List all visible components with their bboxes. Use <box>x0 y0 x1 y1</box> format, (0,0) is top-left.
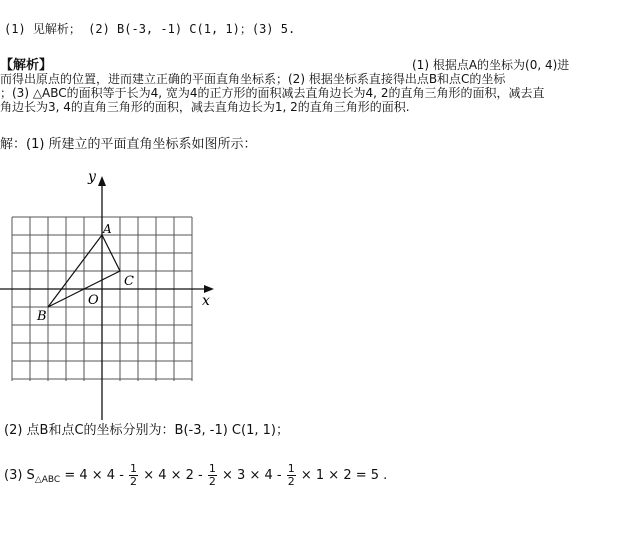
analysis-line-2: 而得出原点的位置，进而建立正确的平面直角坐标系；(2) 根据坐标系直接得出点B和点C的坐标 <box>0 72 506 86</box>
fraction-2-num: 1 <box>208 462 216 475</box>
formula-term-4: × 1 × 2 = 5 . <box>300 468 388 483</box>
x-axis-label: x <box>202 293 210 309</box>
part2-text: (2) 点B和点C的坐标分别为：B(-3, -1) C(1, 1)； <box>4 423 289 438</box>
fraction-1-num: 1 <box>130 462 138 475</box>
fraction-3 <box>287 463 296 488</box>
part3-formula <box>4 463 387 488</box>
y-axis-label: y <box>88 169 96 185</box>
fraction-1-den: 2 <box>130 475 138 488</box>
answer-line: (1) 见解析； (2) B(-3, -1) C(1, 1)；(3) 5. <box>4 22 296 36</box>
formula-prefix: (3) S <box>4 468 35 483</box>
solution-intro: 解：(1) 所建立的平面直角坐标系如图所示： <box>0 137 257 152</box>
analysis-line-4: 角边长为3, 4的直角三角形的面积，减去直角边长为1, 2的直角三角形的面积. <box>0 100 410 114</box>
point-a-label: A <box>103 222 112 236</box>
formula-term-2: × 4 × 2 - <box>143 468 203 483</box>
analysis-line-3: ；(3) △ABC的面积等于长为4, 宽为4的正方形的面积减去直角边长为4, 2的直角三角形的面积，减去直 <box>0 86 545 100</box>
formula-term-1: = 4 × 4 - <box>64 468 124 483</box>
point-b-label: B <box>37 309 47 324</box>
x-axis-arrow <box>204 285 214 293</box>
fraction-3-den: 2 <box>287 475 295 488</box>
point-c-label: C <box>124 274 134 289</box>
origin-label: O <box>88 293 99 308</box>
y-axis-arrow <box>98 176 106 186</box>
formula-term-3: × 3 × 4 - <box>222 468 282 483</box>
analysis-line-1: (1) 根据点A的坐标为(0, 4)进 <box>412 58 570 72</box>
fraction-2 <box>208 463 217 488</box>
fraction-1 <box>129 463 138 488</box>
formula-subscript: △ABC <box>34 475 61 485</box>
fraction-3-num: 1 <box>287 462 295 475</box>
fraction-2-den: 2 <box>208 475 216 488</box>
analysis-heading: 【解析】 <box>0 58 53 73</box>
